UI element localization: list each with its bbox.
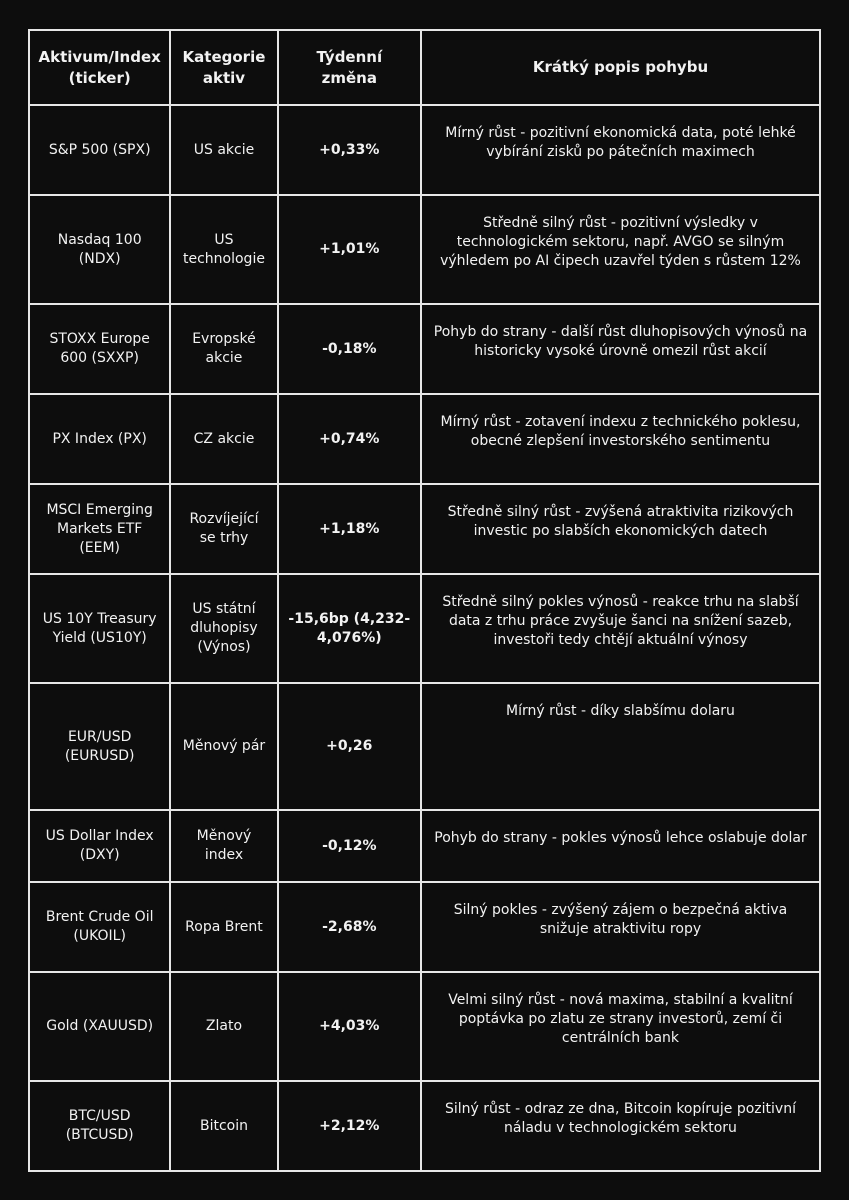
table-row: [29, 1081, 820, 1171]
weekly-change-cell: +0,74%: [278, 394, 421, 484]
category-cell: Bitcoin: [170, 1081, 277, 1171]
description-cell: Velmi silný růst - nová maxima, stabilní a kvalitní poptávka po zlatu ze strany investorů, zemí či centrálních bank: [421, 972, 820, 1081]
description-cell: Středně silný pokles výnosů - reakce trhu na slabší data z trhu práce zvyšuje šanci na snížení sazeb, investoři tedy chtějí aktuální výnosy: [421, 574, 820, 683]
description-cell: Silný růst - odraz ze dna, Bitcoin kopíruje pozitivní náladu v technologickém sektoru: [421, 1081, 820, 1171]
description-cell: Středně silný růst - zvýšená atraktivita rizikových investic po slabších ekonomických datech: [421, 484, 820, 574]
category-cell: Měnový index: [170, 810, 277, 882]
description-cell: Mírný růst - díky slabšímu dolaru: [421, 683, 820, 810]
category-cell: CZ akcie: [170, 394, 277, 484]
asset-cell: Gold (XAUUSD): [29, 972, 170, 1081]
header-weekly-change: Týdenní změna: [278, 30, 421, 105]
asset-cell: MSCI Emerging Markets ETF (EEM): [29, 484, 170, 574]
asset-cell: Nasdaq 100 (NDX): [29, 195, 170, 304]
header-category: Kategorie aktiv: [170, 30, 277, 105]
table-row: [29, 195, 820, 304]
weekly-change-cell: -0,12%: [278, 810, 421, 882]
weekly-change-cell: -2,68%: [278, 882, 421, 972]
asset-cell: US Dollar Index (DXY): [29, 810, 170, 882]
weekly-change-cell: +2,12%: [278, 1081, 421, 1171]
category-cell: Evropské akcie: [170, 304, 277, 394]
weekly-change-cell: -0,18%: [278, 304, 421, 394]
category-cell: US akcie: [170, 105, 277, 195]
table-row: [29, 394, 820, 484]
description-cell: Mírný růst - pozitivní ekonomická data, poté lehké vybírání zisků po pátečních maximech: [421, 105, 820, 195]
table-header-row: [29, 30, 820, 105]
weekly-change-cell: +1,18%: [278, 484, 421, 574]
asset-cell: US 10Y Treasury Yield (US10Y): [29, 574, 170, 683]
asset-cell: S&P 500 (SPX): [29, 105, 170, 195]
table-row: [29, 882, 820, 972]
category-cell: Rozvíjející se trhy: [170, 484, 277, 574]
category-cell: Měnový pár: [170, 683, 277, 810]
weekly-change-cell: -15,6bp (4,232-4,076%): [278, 574, 421, 683]
category-cell: Zlato: [170, 972, 277, 1081]
table-row: [29, 683, 820, 810]
category-cell: US státní dluhopisy (Výnos): [170, 574, 277, 683]
asset-cell: Brent Crude Oil (UKOIL): [29, 882, 170, 972]
description-cell: Pohyb do strany - pokles výnosů lehce oslabuje dolar: [421, 810, 820, 882]
table-row: [29, 304, 820, 394]
table-row: [29, 810, 820, 882]
asset-cell: EUR/USD (EURUSD): [29, 683, 170, 810]
table-row: [29, 105, 820, 195]
weekly-change-cell: +0,33%: [278, 105, 421, 195]
table-row: [29, 484, 820, 574]
description-cell: Mírný růst - zotavení indexu z technického poklesu, obecné zlepšení investorského sentimentu: [421, 394, 820, 484]
description-cell: Silný pokles - zvýšený zájem o bezpečná aktiva snižuje atraktivitu ropy: [421, 882, 820, 972]
category-cell: US technologie: [170, 195, 277, 304]
category-cell: Ropa Brent: [170, 882, 277, 972]
header-description: Krátký popis pohybu: [421, 30, 820, 105]
weekly-change-cell: +4,03%: [278, 972, 421, 1081]
asset-cell: PX Index (PX): [29, 394, 170, 484]
asset-cell: BTC/USD (BTCUSD): [29, 1081, 170, 1171]
asset-cell: STOXX Europe 600 (SXXP): [29, 304, 170, 394]
weekly-change-cell: +1,01%: [278, 195, 421, 304]
table-row: [29, 574, 820, 683]
weekly-change-cell: +0,26: [278, 683, 421, 810]
description-cell: Středně silný růst - pozitivní výsledky v technologickém sektoru, např. AVGO se silným výhledem po AI čipech uzavřel týden s růstem 12%: [421, 195, 820, 304]
description-cell: Pohyb do strany - další růst dluhopisových výnosů na historicky vysoké úrovně omezil růst akcií: [421, 304, 820, 394]
table-row: [29, 972, 820, 1081]
header-asset: Aktivum/Index (ticker): [29, 30, 170, 105]
weekly-market-table: [28, 29, 821, 1172]
